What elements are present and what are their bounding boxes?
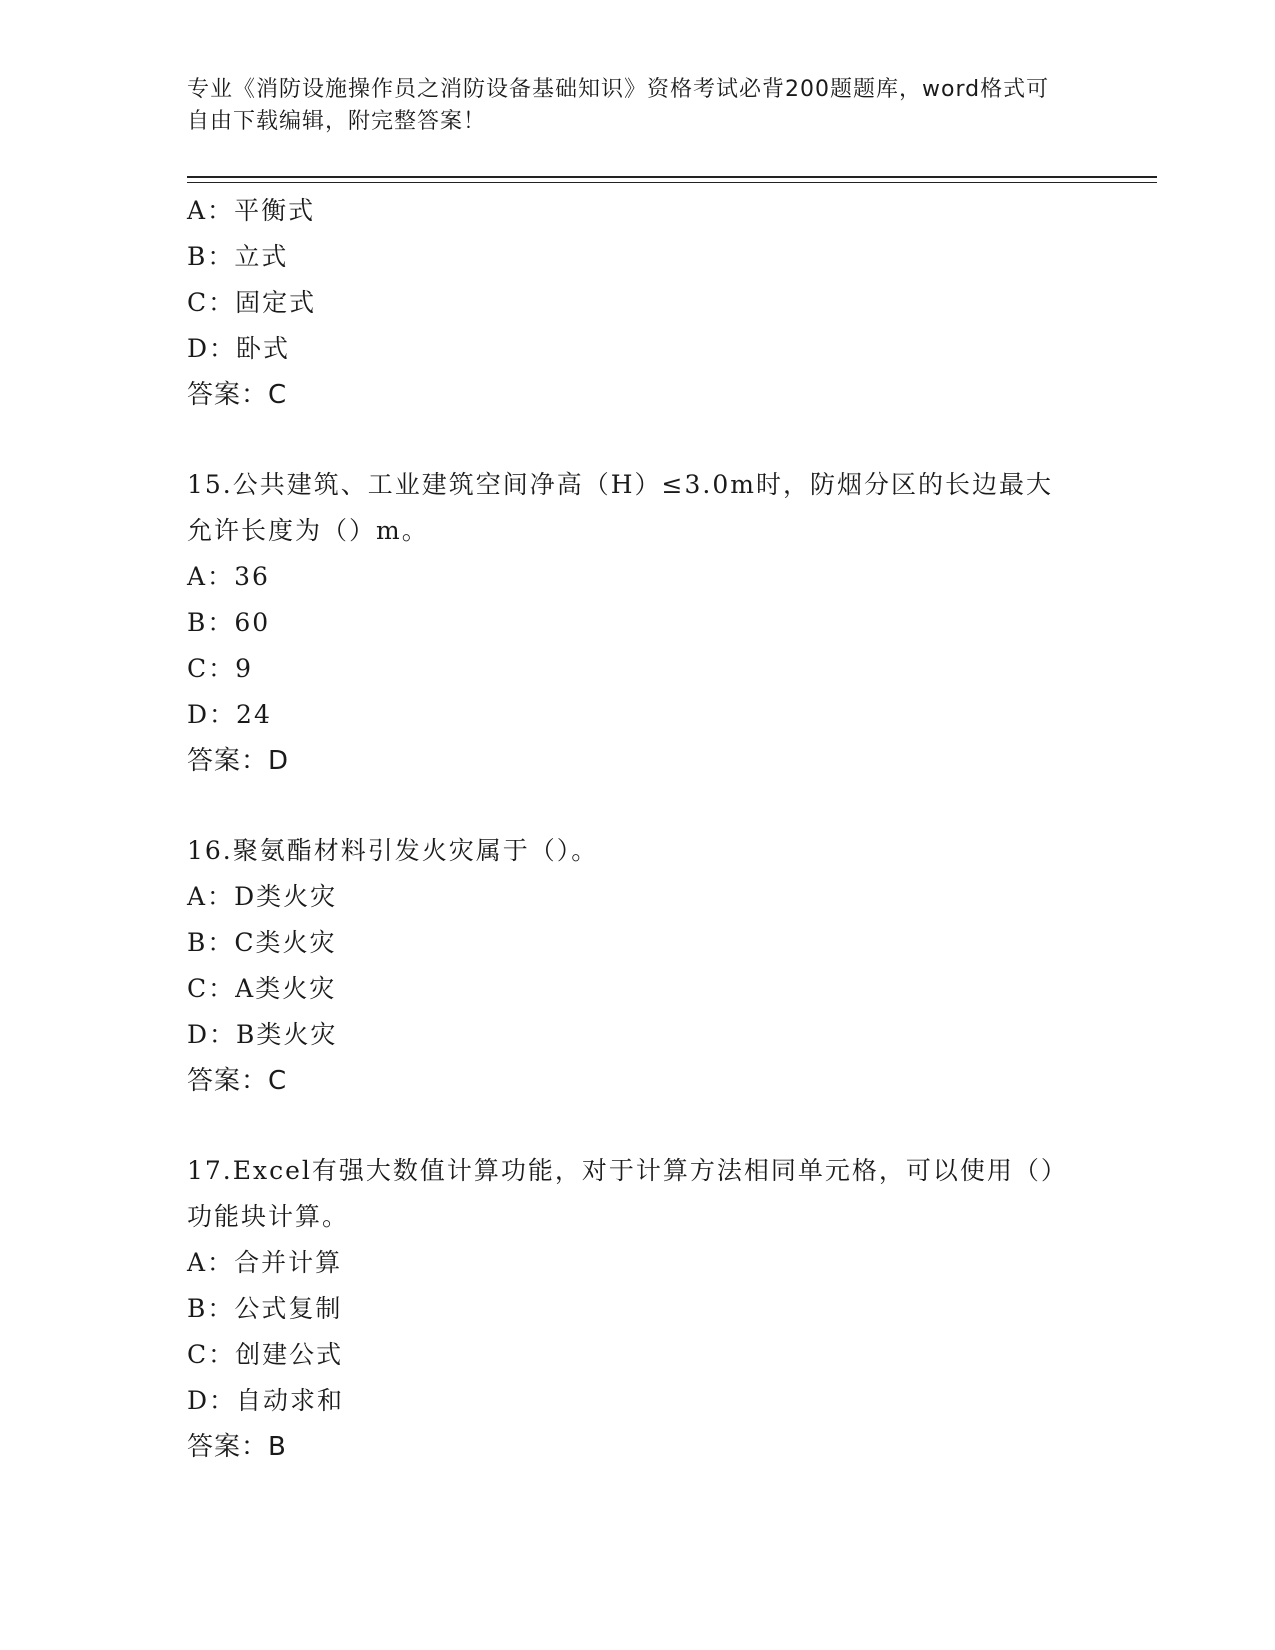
option-c: C：创建公式	[187, 1340, 344, 1369]
option-c: C：9	[187, 654, 254, 683]
question-text: 17.Excel有强大数值计算功能，对于计算方法相同单元格，可以使用（）功能块计算。	[187, 1156, 1056, 1231]
option-d: D：自动求和	[187, 1386, 345, 1415]
header-divider-thick	[187, 176, 1157, 178]
question-text: 16.聚氨酯材料引发火灾属于（）。	[187, 836, 599, 865]
answer-line: 答案：B	[187, 1432, 287, 1462]
question-16	[187, 828, 1087, 1104]
question-text: 15.公共建筑、工业建筑空间净高（H）≤3.0m时，防烟分区的长边最大允许长度为（）m。	[187, 470, 1053, 545]
option-a: A：合并计算	[187, 1248, 343, 1277]
option-d: D：卧式	[187, 334, 291, 363]
option-b: B：公式复制	[187, 1294, 343, 1323]
question-list	[187, 188, 1087, 1470]
option-a: A：平衡式	[187, 196, 316, 225]
answer-line: 答案：C	[187, 1066, 288, 1096]
option-b: B：60	[187, 608, 271, 637]
question-14-continued	[187, 188, 1087, 418]
option-c: C：A类火灾	[187, 974, 337, 1003]
option-a: A：D类火灾	[187, 882, 338, 911]
header-divider-thin	[187, 182, 1157, 183]
option-d: D：B类火灾	[187, 1020, 338, 1049]
answer-line: 答案：D	[187, 746, 290, 776]
question-17	[187, 1148, 1087, 1470]
question-15	[187, 462, 1087, 784]
option-b: B：立式	[187, 242, 289, 271]
option-a: A：36	[187, 562, 270, 591]
option-c: C：固定式	[187, 288, 317, 317]
option-b: B：C类火灾	[187, 928, 337, 957]
document-header: 专业《消防设施操作员之消防设备基础知识》资格考试必背200题题库，word格式可自由下载编辑，附完整答案！	[187, 77, 1050, 134]
option-d: D：24	[187, 700, 272, 729]
answer-line: 答案：C	[187, 380, 288, 410]
